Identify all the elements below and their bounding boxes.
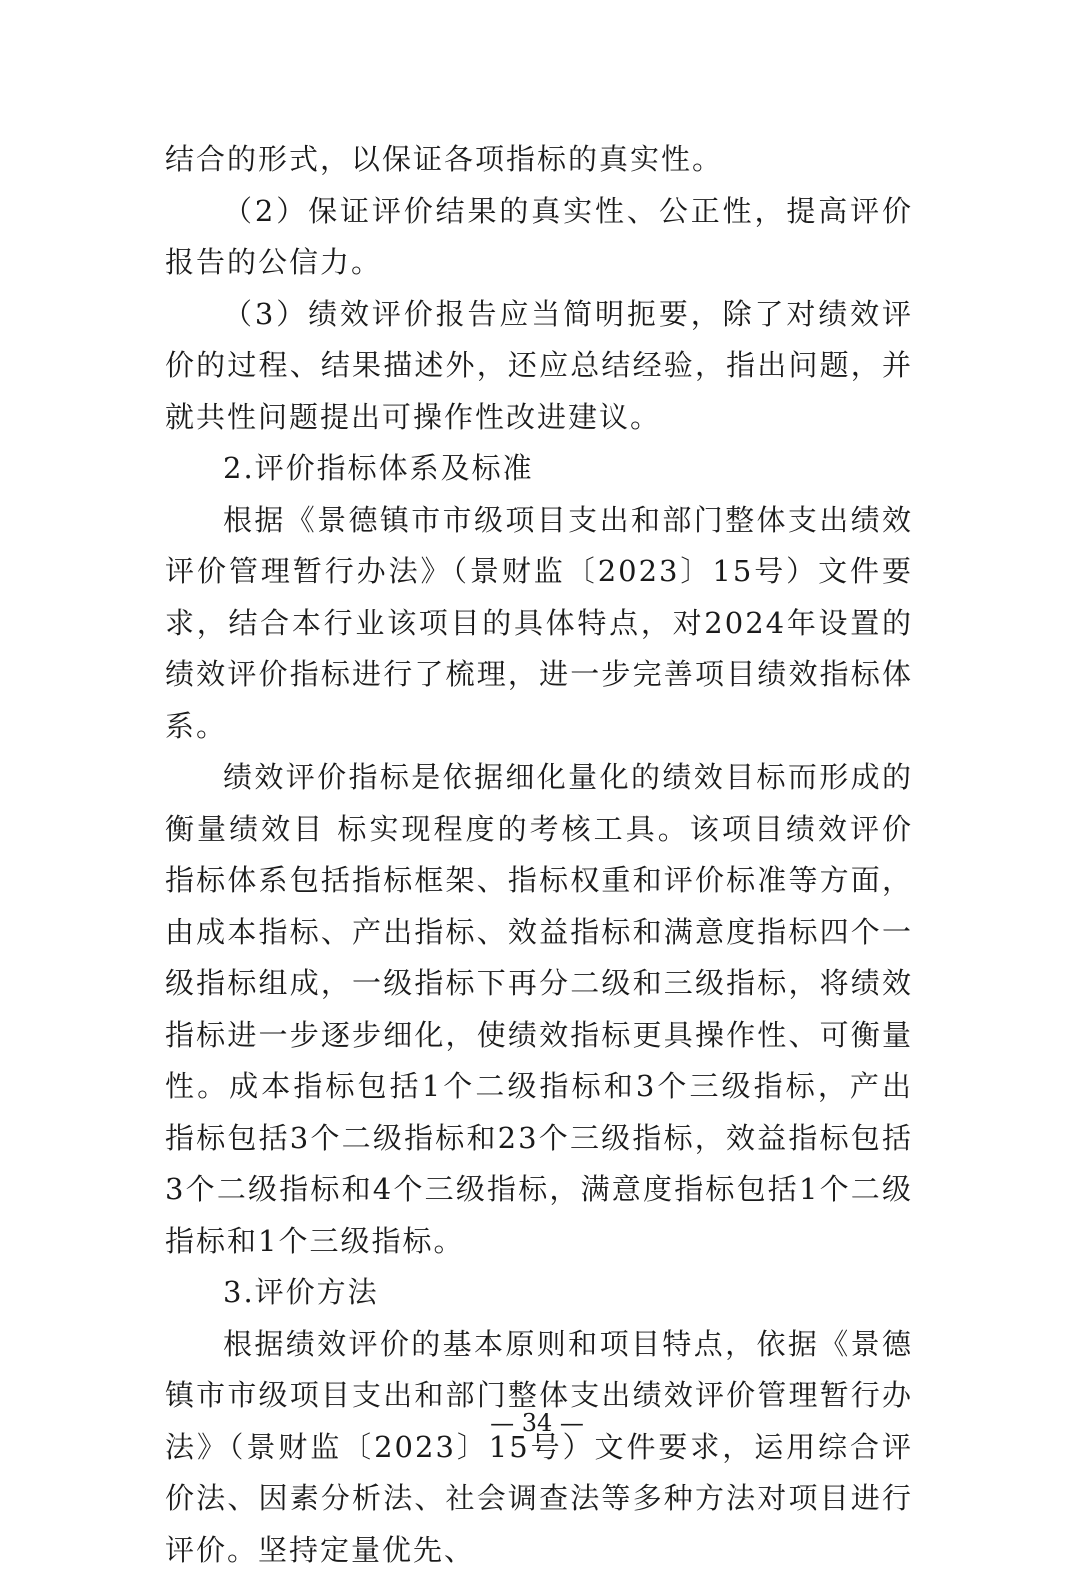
paragraph-item-3: （3）绩效评价报告应当简明扼要，除了对绩效评价的过程、结果描述外，还应总结经验，指出问题，并就共性问题提出可操作性改进建议。 (165, 289, 913, 444)
section-heading-evaluation-method: 3.评价方法 (165, 1267, 913, 1319)
body-text (165, 134, 913, 1576)
paragraph-indicator-description: 绩效评价指标是依据细化量化的绩效目标而形成的衡量绩效目 标实现程度的考核工具。该项目绩效评价指标体系包括指标框架、指标权重和评价标准等方面，由成本指标、产出指标、效益指标和满意度指标四个一级指标组成，一级指标下再分二级和三级指标，将绩效指标进一步逐步细化，使绩效指标更具操作性、可衡量性。成本指标包括1个二级指标和3个三级指标，产出指标包括3个二级指标和23个三级指标，效益指标包括3个二级指标和4个三级指标，满意度指标包括1个二级指标和1个三级指标。 (165, 752, 913, 1267)
section-heading-indicator-system: 2.评价指标体系及标准 (165, 443, 913, 495)
paragraph-basis: 根据《景德镇市市级项目支出和部门整体支出绩效评价管理暂行办法》（景财监〔2023〕15号）文件要求，结合本行业该项目的具体特点，对2024年设置的绩效评价指标进行了梳理，进一步完善项目绩效指标体系。 (165, 495, 913, 753)
paragraph-item-2: （2）保证评价结果的真实性、公正性，提高评价报告的公信力。 (165, 186, 913, 289)
paragraph-method: 根据绩效评价的基本原则和项目特点，依据《景德镇市市级项目支出和部门整体支出绩效评价管理暂行办法》（景财监〔2023〕15号）文件要求，运用综合评价法、因素分析法、社会调查法等多种方法对项目进行评价。坚持定量优先、 (165, 1319, 913, 1576)
page-number: — 34 — (0, 1408, 1074, 1438)
paragraph-continuation: 结合的形式，以保证各项指标的真实性。 (165, 134, 913, 186)
